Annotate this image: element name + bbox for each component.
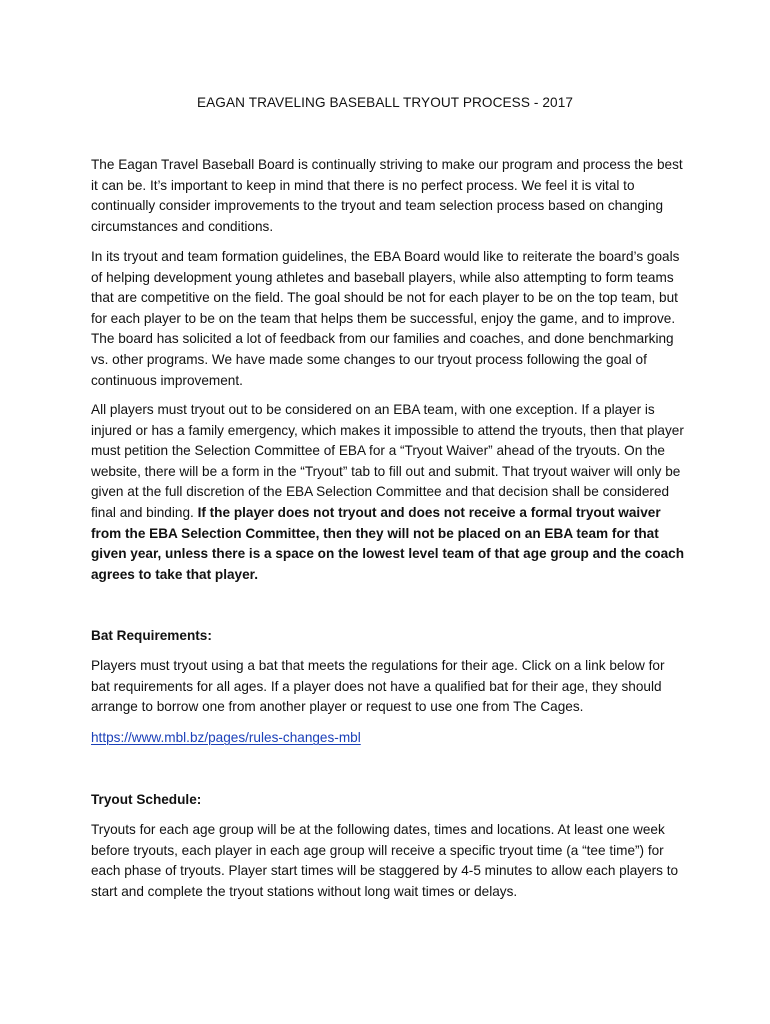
bat-requirements-heading: Bat Requirements: xyxy=(91,628,212,643)
bat-requirements-paragraph: Players must tryout using a bat that meets the regulations for their age. Click on a link below for bat requirements for all ages. If a player does not have a qualified bat for their age, they should arrange to borrow one from another player or request to use one from The Cages. xyxy=(91,658,665,715)
tryout-schedule-paragraph: Tryouts for each age group will be at the following dates, times and locations. At least one week before tryouts, each player in each age group will receive a specific tryout time (a “tee time”) for each phase of tryouts. Player start times will be staggered by 4-5 minutes to allow each players to start and complete the tryout stations without long wait times or delays. xyxy=(91,822,679,899)
waiver-paragraph xyxy=(91,400,687,585)
intro-paragraph: The Eagan Travel Baseball Board is continually striving to make our program and process the best it can be. It’s important to keep in mind that there is no perfect process. We feel it is vital to continually consider improvements to the tryout and team selection process based on changing circumstances and conditions. xyxy=(91,157,683,234)
waiver-warning-bold: If the player does not tryout and does not receive a formal tryout waiver from the EBA Selection Committee, then they will not be placed on an EBA team for that given year, unless there is a space on the lowest level team of that age group and the coach agrees to take that player. xyxy=(91,504,685,582)
guidelines-paragraph: In its tryout and team formation guidelines, the EBA Board would like to reiterate the board’s goals of helping development young athletes and baseball players, while also attempting to form teams that are competitive on the field. The goal should be not for each player to be on the top team, but for each player to be on the team that helps them be successful, enjoy the game, and to improve. The board has solicited a lot of feedback from our families and coaches, and done benchmarking vs. other programs. We have made some changes to our tryout process following the goal of continuous improvement. xyxy=(91,249,680,388)
tryout-schedule-heading: Tryout Schedule: xyxy=(91,792,202,807)
waiver-text: All players must tryout out to be considered on an EBA team, with one exception. If a player is injured or has a family emergency, which makes it impossible to attend the tryouts, then that player must petition the Selection Committee of EBA for a “Tryout Waiver” ahead of the tryouts. On the website, there will be a form in the “Tryout” tab to fill out and submit. That tryout waiver will only be given at the full discretion of the EBA Selection Committee and that decision shall be considered final and binding. xyxy=(91,402,684,520)
bat-rules-link[interactable]: https://www.mbl.bz/pages/rules-changes-mbl xyxy=(91,730,361,745)
document-title: EAGAN TRAVELING BASEBALL TRYOUT PROCESS - 2017 xyxy=(196,95,574,110)
